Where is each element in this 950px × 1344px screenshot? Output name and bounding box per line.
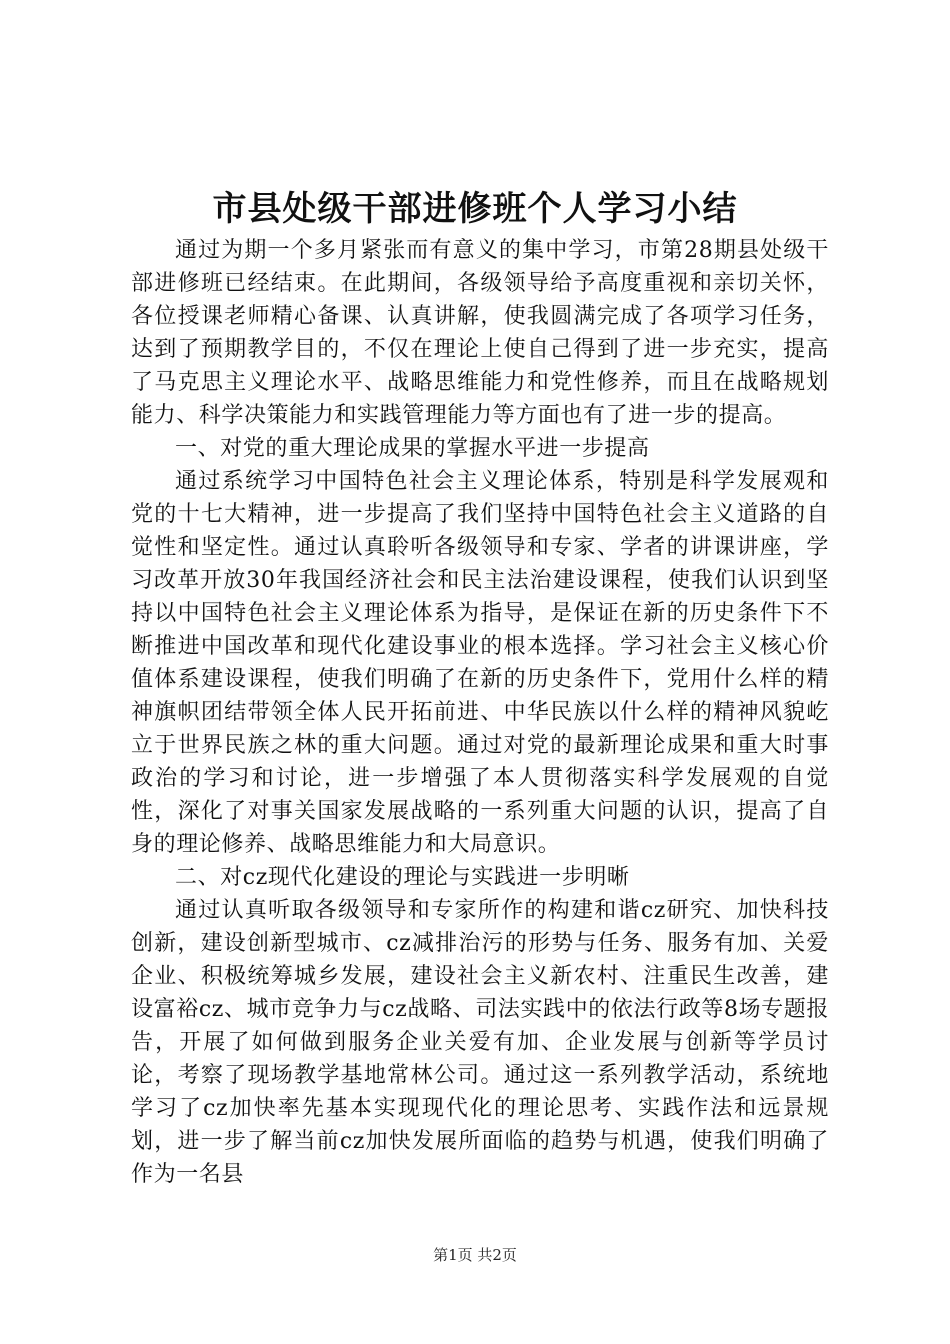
- page-number-footer: 第1页 共2页: [433, 1246, 517, 1264]
- section-heading-2: 二、对cz现代化建设的理论与实践进一步明晰: [175, 865, 630, 890]
- document-body: [131, 234, 829, 1191]
- document-title: 市县处级干部进修班个人学习小结: [212, 189, 738, 229]
- section-heading-1: 一、对党的重大理论成果的掌握水平进一步提高: [175, 436, 650, 461]
- section-1-paragraph: 通过系统学习中国特色社会主义理论体系，特别是科学发展观和党的十七大精神，进一步提高了我们坚持中国特色社会主义道路的自觉性和坚定性。通过认真聆听各级领导和专家、学者的讲课讲座，学习改革开放30年我国经济社会和民主法治建设课程，使我们认识到坚持以中国特色社会主义理论体系为指导，是保证在新的历史条件下不断推进中国改革和现代化建设事业的根本选择。学习社会主义核心价值体系建设课程，使我们明确了在新的历史条件下，党用什么样的精神旗帜团结带领全体人民开拓前进、中华民族以什么样的精神风貌屹立于世界民族之林的重大问题。通过对党的最新理论成果和重大时事政治的学习和讨论，进一步增强了本人贯彻落实科学发展观的自觉性，深化了对事关国家发展战略的一系列重大问题的认识，提高了自身的理论修养、战略思维能力和大局意识。: [131, 469, 829, 857]
- intro-paragraph: 通过为期一个多月紧张而有意义的集中学习，市第28期县处级干部进修班已经结束。在此期间，各级领导给予高度重视和亲切关怀，各位授课老师精心备课、认真讲解，使我圆满完成了各项学习任务，达到了预期教学目的，不仅在理论上使自己得到了进一步充实，提高了马克思主义理论水平、战略思维能力和党性修养，而且在战略规划能力、科学决策能力和实践管理能力等方面也有了进一步的提高。: [131, 238, 829, 428]
- section-2-paragraph: 通过认真听取各级领导和专家所作的构建和谐cz研究、加快科技创新，建设创新型城市、cz减排治污的形势与任务、服务有加、关爱企业、积极统筹城乡发展，建设社会主义新农村、注重民生改善，建设富裕cz、城市竞争力与cz战略、司法实践中的依法行政等8场专题报告，开展了如何做到服务企业关爱有加、企业发展与创新等学员讨论，考察了现场教学基地常林公司。通过这一系列教学活动，系统地学习了cz加快率先基本实现现代化的理论思考、实践作法和远景规划，进一步了解当前cz加快发展所面临的趋势与机遇，使我们明确了作为一名县: [131, 898, 829, 1187]
